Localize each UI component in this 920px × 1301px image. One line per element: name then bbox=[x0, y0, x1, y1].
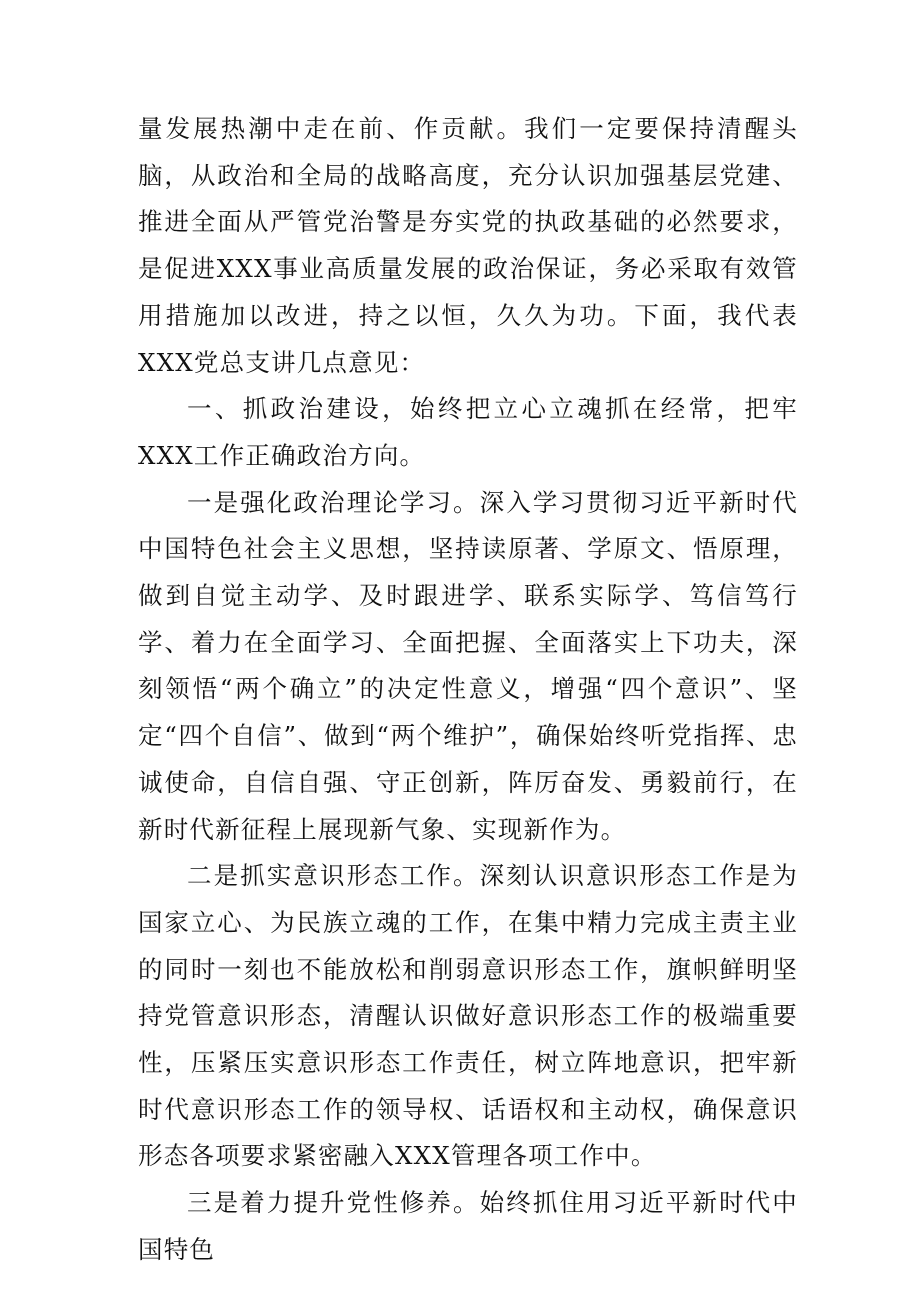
paragraph-section-heading-political-construction: 一、抓政治建设，始终把立心立魂抓在经常，把牢XXX工作正确政治方向。 bbox=[138, 394, 798, 470]
paragraph-point-two-ideology-work: 二是抓实意识形态工作。深刻认识意识形态工作是为国家立心、为民族立魂的工作，在集中精力完成主责主业的同时一刻也不能放松和削弱意识形态工作，旗帜鲜明坚持党管意识形态，清醒认识做好意识形态工作的极端重要性，压紧压实意识形态工作责任，树立阵地意识，把牢新时代意识形态工作的领导权、话语权和主动权，确保意识形态各项要求紧密融入XXX管理各项工作中。 bbox=[138, 861, 798, 1171]
document-body bbox=[138, 106, 798, 1274]
paragraph-point-three-party-spirit: 三是着力提升党性修养。始终抓住用习近平新时代中国特色 bbox=[138, 1188, 798, 1264]
paragraph-intro-continuation: 量发展热潮中走在前、作贡献。我们一定要保持清醒头脑，从政治和全局的战略高度，充分认识加强基层党建、推进全面从严管党治警是夯实党的执政基础的必然要求，是促进XXX事业高质量发展的政治保证，务必采取有效管用措施加以改进，持之以恒，久久为功。下面，我代表XXX党总支讲几点意见： bbox=[138, 114, 798, 377]
paragraph-point-one-theory-study: 一是强化政治理论学习。深入学习贯彻习近平新时代中国特色社会主义思想，坚持读原著、学原文、悟原理，做到自觉主动学、及时跟进学、联系实际学、笃信笃行学、着力在全面学习、全面把握、全面落实上下功夫，深刻领悟“两个确立”的决定性意义，增强“四个意识”、坚定“四个自信”、做到“两个维护”，确保始终听党指挥、忠诚使命，自信自强、守正创新，阵厉奋发、勇毅前行，在新时代新征程上展现新气象、实现新作为。 bbox=[138, 487, 798, 844]
